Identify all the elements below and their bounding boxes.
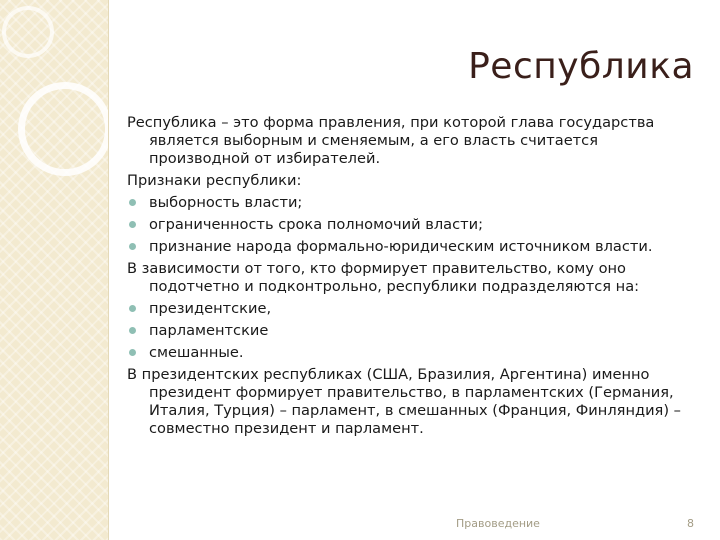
conclusion-paragraph: В президентских республиках (США, Бразилия, Аргентина) именно президент формирует правительство, в парламентских (Германия, Италия, Турция) – парламент, в смешанных (Франция, Финляндия) – совместно президент и парламент. — [127, 366, 681, 437]
footer-subject: Правоведение — [456, 517, 540, 530]
decorative-ring-small — [2, 6, 54, 58]
bullet-icon — [129, 349, 136, 356]
list-item — [127, 344, 692, 362]
list-item — [127, 300, 692, 318]
decorative-ring-large — [18, 82, 112, 176]
slide-title: Республика — [468, 46, 694, 87]
bullet-icon — [129, 305, 136, 312]
list-item-text: признание народа формально-юридическим источником власти. — [149, 238, 653, 255]
list-item-text: выборность власти; — [149, 194, 303, 211]
definition-text: – это форма правления, при которой глава государства является выборным и сменяемым, а его власть считается производной от избирателей. — [149, 114, 655, 167]
division-paragraph: В зависимости от того, кто формирует правительство, кому оно подотчетно и подконтрольно, республики подразделяются на: — [127, 260, 640, 295]
signs-heading: Признаки республики: — [127, 172, 302, 189]
panel-divider — [108, 0, 109, 540]
decorative-side-panel — [0, 0, 108, 540]
list-item-text: президентские, — [149, 300, 272, 317]
bullet-icon — [129, 199, 136, 206]
definition-term: Республика — [127, 114, 217, 131]
page-number: 8 — [687, 517, 694, 530]
bullet-icon — [129, 221, 136, 228]
list-item-text: смешанные. — [149, 344, 244, 361]
list-item — [127, 238, 692, 256]
list-item-text: ограниченность срока полномочий власти; — [149, 216, 484, 233]
bullet-icon — [129, 243, 136, 250]
list-item — [127, 194, 692, 212]
list-item — [127, 216, 692, 234]
definition-paragraph — [127, 114, 692, 168]
bullet-icon — [129, 327, 136, 334]
slide-body — [127, 114, 692, 442]
list-item — [127, 322, 692, 340]
list-item-text: парламентские — [149, 322, 269, 339]
